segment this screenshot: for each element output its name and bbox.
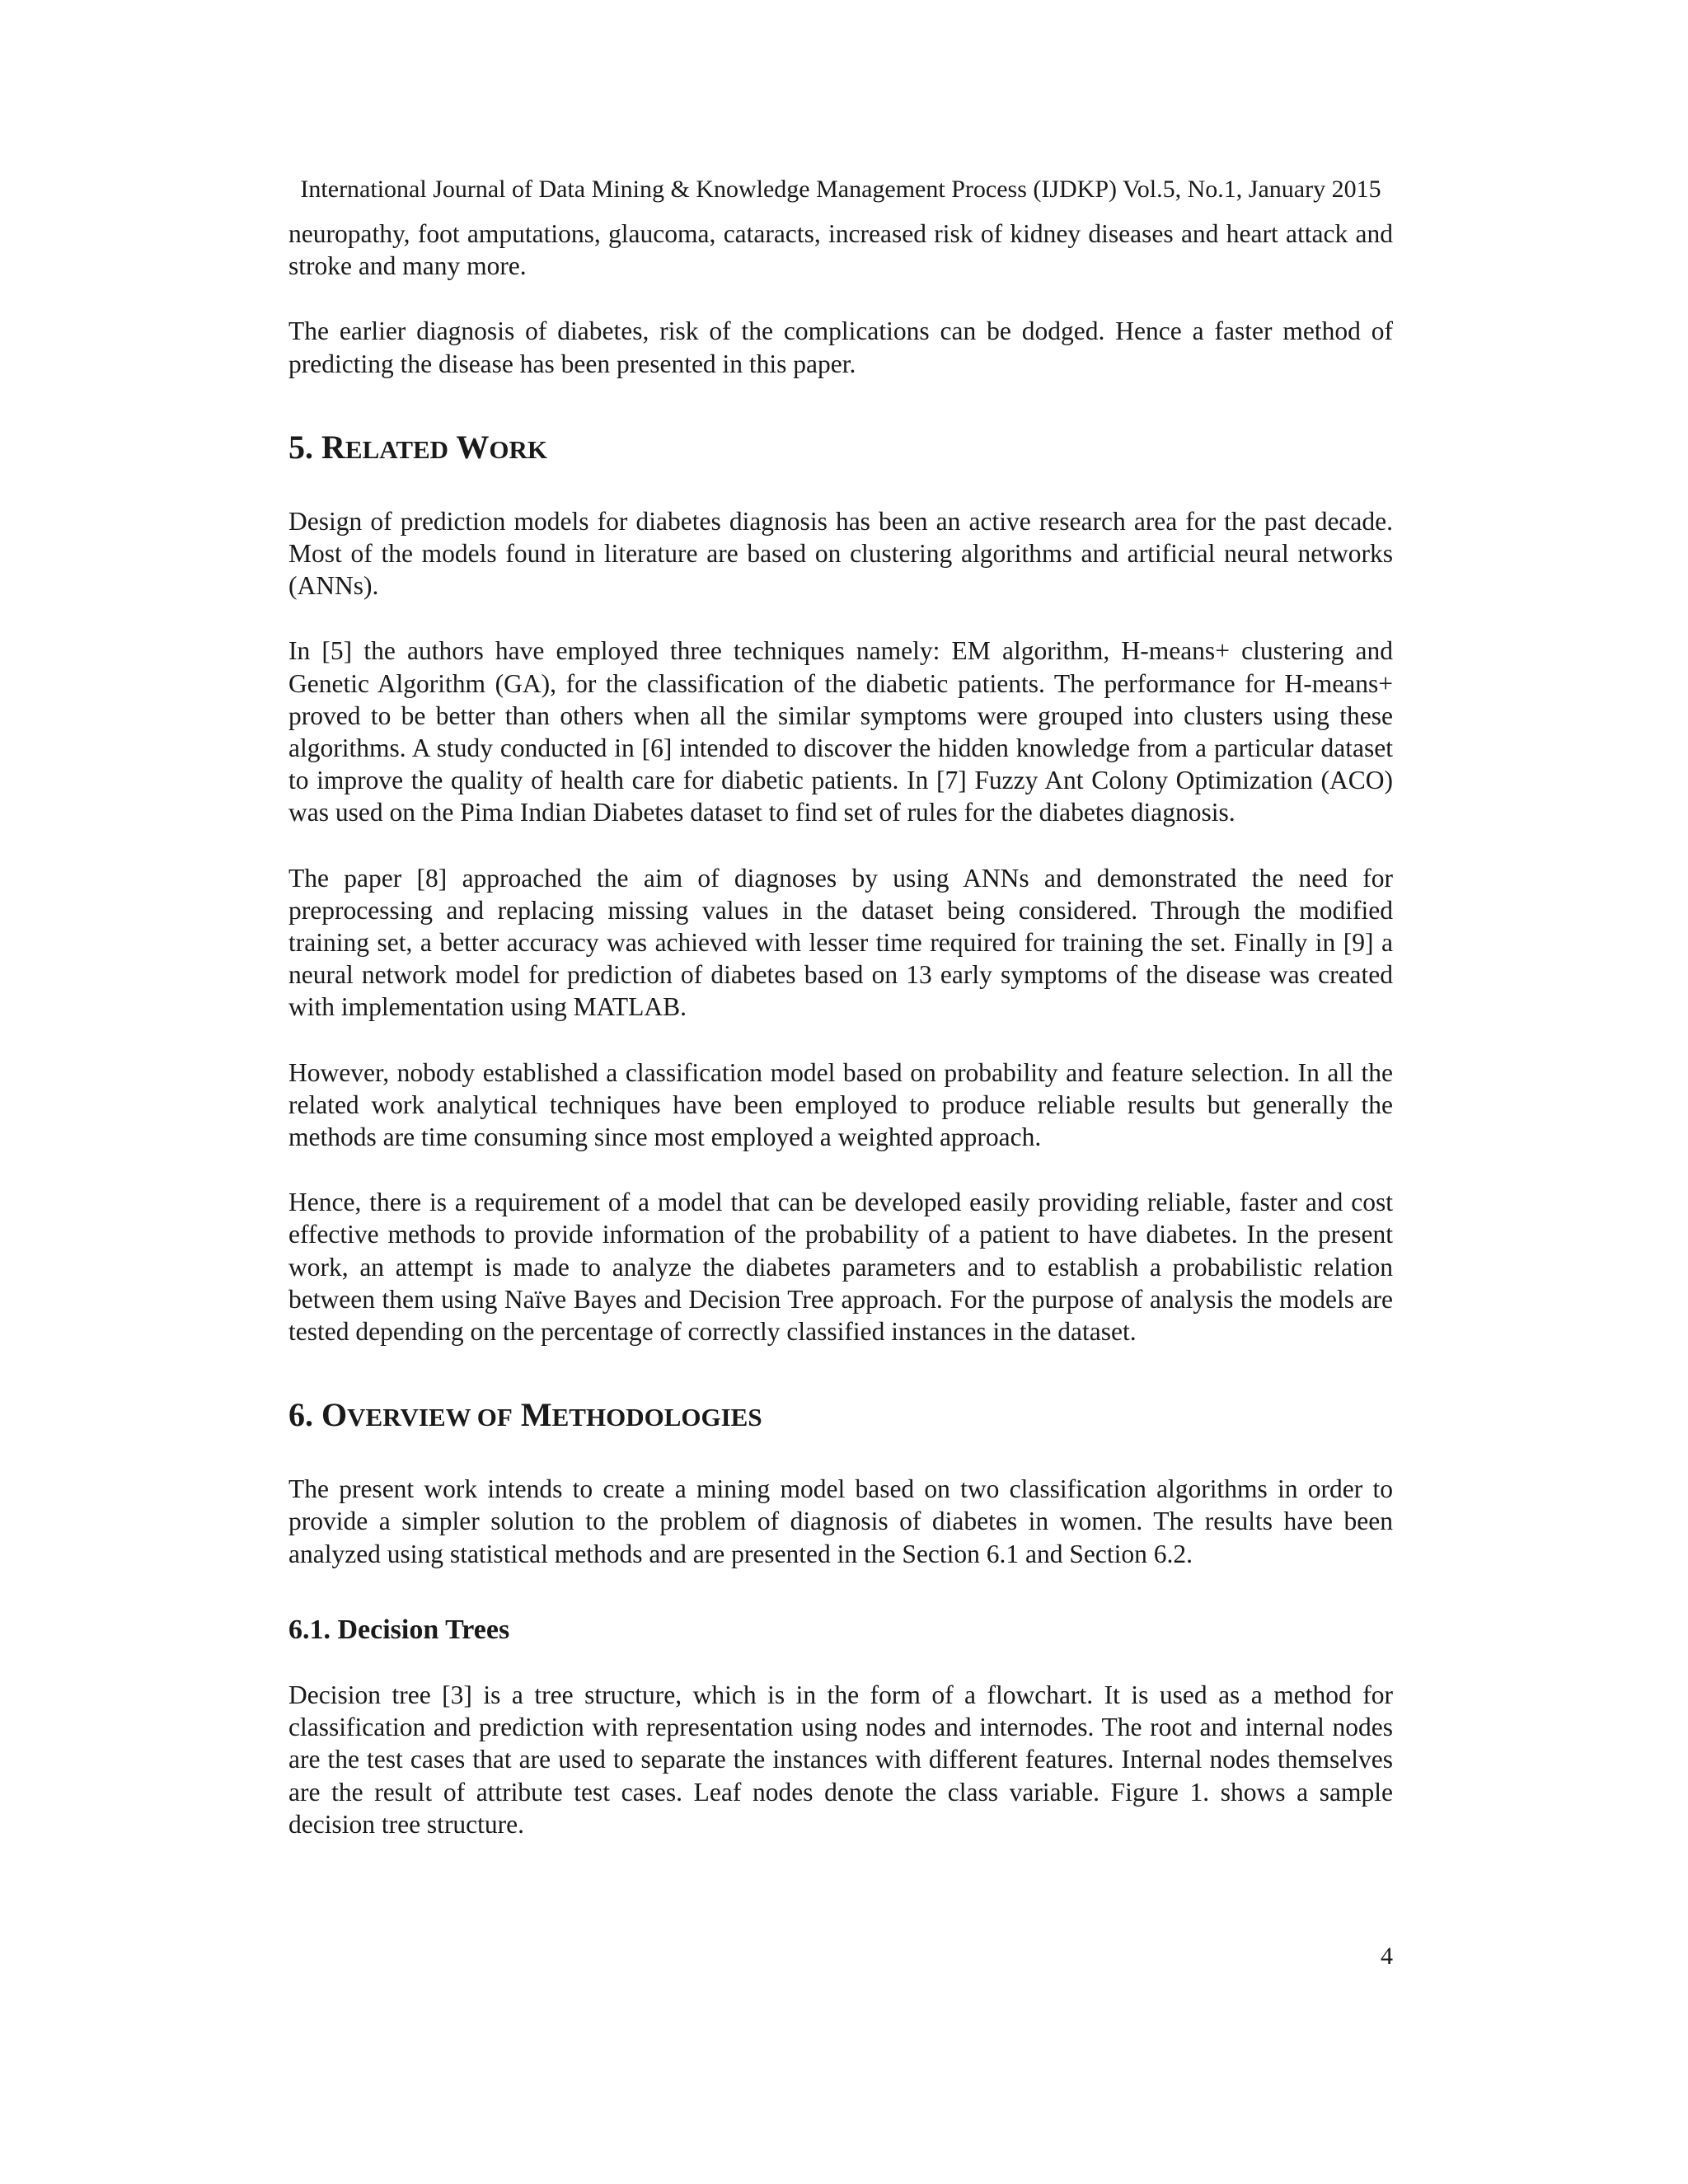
page-body: [288, 218, 1393, 1873]
section-6-title-initial-2: M: [512, 1396, 552, 1434]
section-6-number: 6.: [288, 1396, 321, 1434]
section-5-paragraph-5: Hence, there is a requirement of a model that can be developed easily providing reliable, faster and cost effective methods to provide information of the probability of a patient to have diabetes. In the present work, an attempt is made to analyze the diabetes parameters and to establish a probabilistic relation between them using Naïve Bayes and Decision Tree approach. For the purpose of analysis the models are tested depending on the percentage of correctly classified instances in the dataset.: [288, 1188, 1393, 1347]
section-5-number: 5.: [288, 428, 321, 466]
section-6-title-smallcaps-1: VERVIEW OF: [347, 1403, 513, 1432]
paragraph-intro-1: neuropathy, foot amputations, glaucoma, cataracts, increased risk of kidney diseases and heart attack and stroke and many more.: [288, 219, 1393, 281]
section-6-title-initial-1: O: [321, 1396, 348, 1434]
paragraph-intro-2: The earlier diagnosis of diabetes, risk of the complications can be dodged. Hence a faster method of predicting the disease has been presented in this paper.: [288, 316, 1393, 378]
section-5-paragraph-1: Design of prediction models for diabetes diagnosis has been an active research area for the past decade. Most of the models found in literature are based on clustering algorithms and artificial neural networks (ANNs).: [288, 506, 1393, 601]
section-5-paragraph-4: However, nobody established a classification model based on probability and feature selection. In all the related work analytical techniques have been employed to produce reliable results but generally the methods are time consuming since most employed a weighted approach.: [288, 1057, 1393, 1152]
running-header: International Journal of Data Mining & Knowledge Management Process (IJDKP) Vol.5, No.1, January 2015: [300, 176, 1381, 203]
section-5-title-initial-1: R: [321, 428, 345, 466]
section-6-paragraph-1: The present work intends to create a mining model based on two classification algorithms in order to provide a simpler solution to the problem of diagnosis of diabetes in women. The results have been analyzed using statistical methods and are presented in the Section 6.1 and Section 6.2.: [288, 1474, 1393, 1568]
section-6-title-smallcaps-2: ETHODOLOGIES: [551, 1403, 762, 1432]
section-5-paragraph-3: The paper [8] approached the aim of diagnoses by using ANNs and demonstrated the need for preprocessing and replacing missing values in the dataset being considered. Through the modified training set, a better accuracy was achieved with lesser time required for training the set. Finally in [9] a neural network model for prediction of diabetes based on 13 early symptoms of the disease was created with implementation using MATLAB.: [288, 863, 1393, 1022]
section-5-title-initial-2: W: [448, 428, 490, 466]
section-5-title-smallcaps-2: ORK: [489, 434, 547, 464]
section-6-heading: [288, 1395, 1393, 1437]
subsection-6-1-heading: 6.1. Decision Trees: [288, 1614, 510, 1645]
section-5-title-smallcaps-1: ELATED: [345, 434, 449, 464]
section-5-paragraph-2: In [5] the authors have employed three techniques namely: EM algorithm, H-means+ clustering and Genetic Algorithm (GA), for the classification of the diabetic patients. The performance for H-means+ proved to be better than others when all the similar symptoms were grouped into clusters using these algorithms. A study conducted in [6] intended to discover the hidden knowledge from a particular dataset to improve the quality of health care for diabetic patients. In [7] Fuzzy Ant Colony Optimization (ACO) was used on the Pima Indian Diabetes dataset to find set of rules for the diabetes diagnosis.: [288, 636, 1393, 827]
subsection-6-1-paragraph-1: Decision tree [3] is a tree structure, which is in the form of a flowchart. It is used as a method for classification and prediction with representation using nodes and internodes. The root and internal nodes are the test cases that are used to separate the instances with different features. Internal nodes themselves are the result of attribute test cases. Leaf nodes denote the class variable. Figure 1. shows a sample decision tree structure.: [288, 1680, 1393, 1839]
section-5-heading: [288, 428, 1393, 470]
page-number: 4: [1381, 1943, 1393, 1970]
